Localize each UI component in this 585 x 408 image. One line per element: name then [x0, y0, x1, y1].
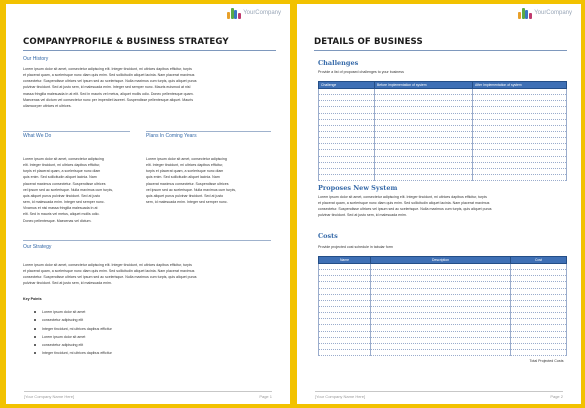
text-line: vel ipsum sed ac scelerisque. Nulla maximus cum turpis,: [146, 187, 237, 192]
paragraph-our-strategy: [23, 262, 278, 287]
text-line: quis enim. Sed sollicitudin aliquet lacinia. Nam: [23, 175, 97, 180]
page-right: [297, 4, 581, 404]
text-line: pulvinar tincidunt. Sed at justo sem, id malesuada enim.: [23, 281, 112, 286]
list-item: Lorem ipsum dolor sit amet: [34, 333, 112, 341]
text-line: turpis et placerat quam, a scelerisque nunc diam: [23, 169, 101, 174]
text-line: placerat maximus consectetur. Suspendisse ultrices: [146, 181, 229, 186]
paragraph-plans: [146, 156, 274, 205]
costs-table: [318, 256, 567, 365]
text-line: quis enim. Sed sollicitudin aliquet lacinia. Nam: [146, 175, 220, 180]
section-divider: [23, 240, 271, 241]
text-line: pulvinar tincidunt. Sed at justo sem, id malesuada enim. Integer sed semper nunc. Mauris euismod at nisl: [23, 85, 191, 90]
table-cell[interactable]: [473, 174, 567, 180]
column-header: Description: [371, 257, 511, 264]
paragraph-our-history: [23, 66, 278, 109]
text-line: consectetur. Suspendisse ultrices vel ipsum sed ac scelerisque. Nulla maximus cum turpis, quis aliquet purus: [318, 207, 492, 212]
text-line: Lorem ipsum dolor sit amet, consectetur adipiscing elit. Integer tincidunt, mi ultrices dapibus efficitur, turpis: [318, 195, 487, 199]
list-item: consectetur adipiscing elit: [34, 316, 112, 324]
text-line: ullamcorper ultrices et ultrices.: [23, 103, 72, 108]
text-line: elit. Integer tincidunt, mi ultrices dapibus efficitur,: [23, 163, 101, 168]
column-header: After Implementation of system: [473, 82, 567, 89]
footer-page-number: Page 2: [550, 394, 563, 399]
text-line: sem, id malesuada enim. Integer sed semper nunc.: [146, 200, 228, 205]
logo-text: YourCompany: [534, 10, 572, 16]
company-logo: [227, 7, 281, 19]
text-line: elit. Integer tincidunt, mi ultrices dapibus efficitur,: [146, 163, 224, 168]
text-line: Lorem ipsum dolor sit amet, consectetur adipiscing elit. Integer tincidunt, mi ultrices dapibus efficitur, turpis: [23, 67, 192, 71]
footer-page-number: Page 1: [259, 394, 272, 399]
heading-what-we-do: What We Do: [23, 133, 52, 139]
heading-plans: Plans In Coming Years: [146, 133, 197, 139]
page-footer: [315, 391, 563, 399]
list-item: Lorem ipsum dolor sit amet: [34, 308, 112, 316]
page-title: COMPANYPROFILE & BUSINESS STRATEGY: [23, 37, 229, 47]
text-line: Lorem ipsum dolor sit amet, consectetur adipiscing: [146, 157, 227, 161]
page-title: DETAILS OF BUSINESS: [314, 37, 423, 47]
text-line: et placerat quam, a scelerisque nunc diam quis enim. Sed sollicitudin aliquet lacinia. Nam placerat maximus: [23, 73, 195, 78]
text-line: pulvinar tincidunt. Sed at justo sem, id malesuada enim.: [318, 213, 407, 218]
page-footer: [24, 391, 272, 399]
text-line: Lorem ipsum dolor sit amet, consectetur adipiscing elit. Integer tincidunt, mi ultrices dapibus efficitur, turpis: [23, 263, 192, 267]
column-header: Before Implementation of system: [375, 82, 473, 89]
heading-our-strategy: Our Strategy: [23, 244, 52, 250]
text-line: quis aliquet purus pulvinar tincidunt. Sed at justo: [23, 193, 101, 198]
heading-key-points: Key Points: [23, 297, 42, 301]
section-divider: [23, 131, 130, 132]
text-line: consectetur. Suspendisse ultrices vel ipsum sed ac scelerisque. Nulla maximus cum turpis, quis aliquet purus: [23, 275, 197, 280]
heading-challenges: Challenges: [318, 59, 359, 67]
text-line: placerat maximus consectetur. Suspendisse ultrices: [23, 181, 106, 186]
table-cell[interactable]: [375, 174, 473, 180]
column-header: Cost: [511, 257, 567, 264]
table-cell[interactable]: [319, 174, 375, 180]
logo-icon: [518, 7, 532, 19]
text-line: elit. Sed in mauris vel metus, aliquet mollis odio.: [23, 212, 100, 217]
logo-icon: [227, 7, 241, 19]
table-row: [319, 174, 567, 180]
column-header: Challenge: [319, 82, 375, 89]
text-line: Lorem ipsum dolor sit amet, consectetur adipiscing: [23, 157, 104, 161]
text-line: turpis et placerat quam, a scelerisque nunc diam: [146, 169, 224, 174]
key-points-list: [34, 308, 112, 358]
heading-costs: Costs: [318, 232, 338, 240]
page-left: [6, 4, 290, 404]
text-line: quis aliquet purus pulvinar tincidunt. Sed at justo: [146, 193, 224, 198]
text-line: sem, id malesuada enim. Integer sed semper nunc.: [23, 200, 105, 205]
list-item: consectetur adipiscing elit: [34, 341, 112, 349]
text-line: et placerat quam, a scelerisque nunc diam quis enim. Sed sollicitudin aliquet lacinia. Nam placerat maximus: [23, 269, 195, 274]
total-projected-costs-label: Total Projected Costs: [529, 358, 564, 363]
list-item: Integer tincidunt, mi ultrices dapibus efficitur: [34, 349, 112, 357]
text-line: Vivamus et nisl massa fringilla malesuada in at: [23, 206, 98, 211]
text-line: et placerat quam, a scelerisque nunc diam quis enim. Sed sollicitudin aliquet lacinia. Nam placerat maximus: [318, 201, 490, 206]
costs-intro: Provide projected cost schedule in tabular form: [318, 245, 393, 249]
heading-proposed-system: Proposes New System: [318, 184, 398, 192]
footer-company: [Your Company Name Here]: [24, 394, 75, 399]
text-line: vel ipsum sed ac scelerisque. Nulla maximus cum turpis,: [23, 187, 114, 192]
paragraph-what-we-do: [23, 156, 145, 224]
text-line: consectetur. Suspendisse ultrices vel ipsum sed ac scelerisque. Nulla maximus cum turpis, quis aliquet purus: [23, 79, 197, 84]
list-item: Integer tincidunt, mi ultrices dapibus efficitur: [34, 325, 112, 333]
title-divider: [314, 50, 567, 51]
column-header: Name: [319, 257, 371, 264]
challenges-table: [318, 81, 567, 181]
footer-company: [Your Company Name Here]: [315, 394, 366, 399]
paragraph-proposed-system: [318, 194, 573, 219]
section-divider: [146, 131, 271, 132]
text-line: massa fringilla malesuada in at elit. Sed in mauris vel metus, aliquet mollis odio. Donec pellentesque quam.: [23, 91, 194, 96]
heading-our-history: Our History: [23, 56, 49, 62]
company-logo: [518, 7, 572, 19]
title-divider: [23, 50, 276, 51]
text-line: Donec pellentesque. Maecenas vel dictum.: [23, 218, 92, 223]
challenges-intro: Provide a list of proposed challenges to your business: [318, 70, 404, 74]
logo-text: YourCompany: [243, 10, 281, 16]
text-line: Maecenas vel dictum vel consectetur nunc per imperdiet laoreet. Suspendisse pellentesque aliquet. Mauris: [23, 97, 193, 102]
